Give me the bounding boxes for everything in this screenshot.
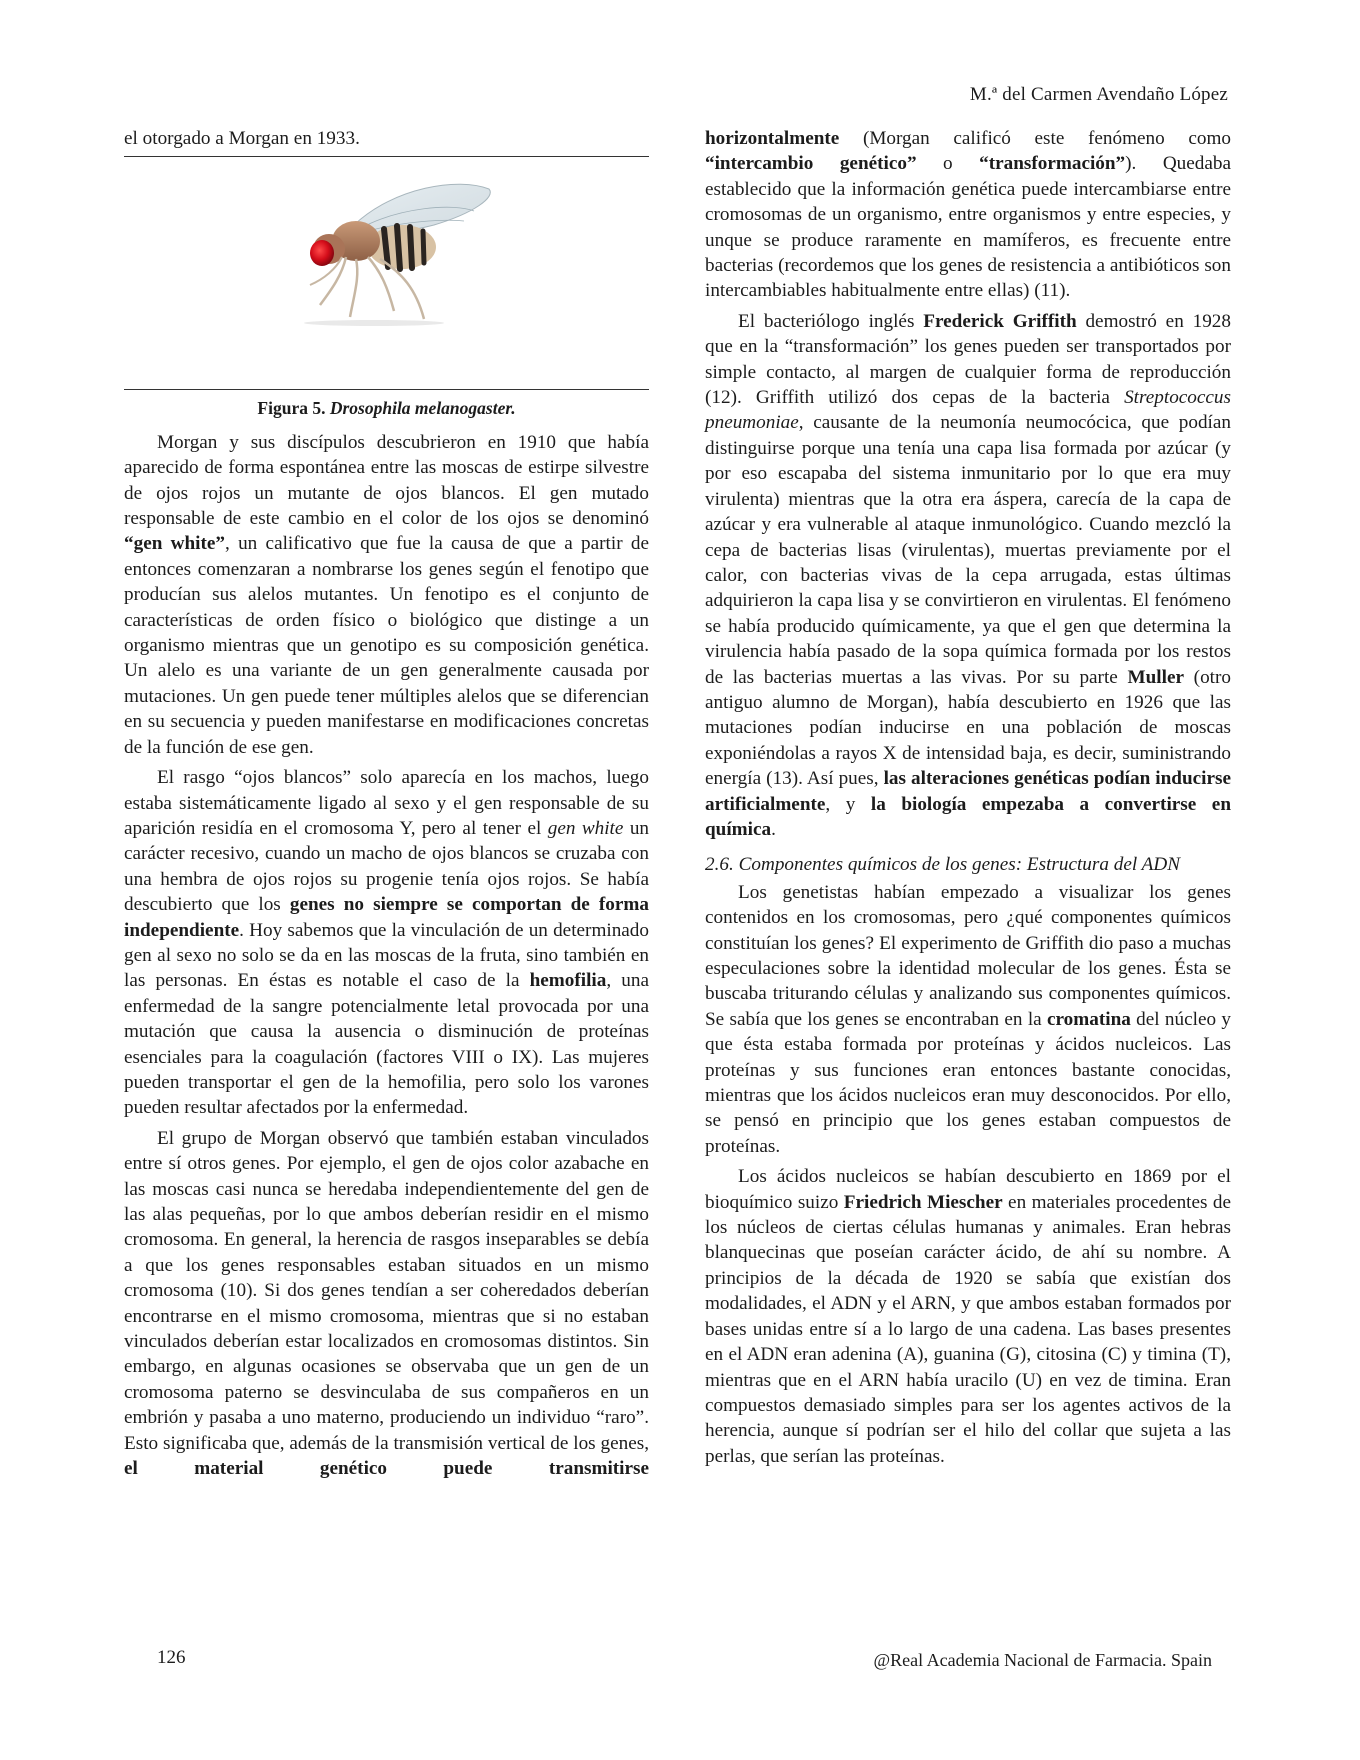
paragraph: Los genetistas habían empezado a visualizar los genes contenidos en los cromosomas, pero ¿qué componentes químicos constituían los genes? El experimento de Griffith dio paso a muchas especulaciones sobre la identidad molecular de los genes. Ésta se buscaba triturando células y analizando sus componentes químicos. Se sabía que los genes se encontraban en la cromatina del núcleo y que ésta estaba formada por proteínas y ácidos nucleicos. Las proteínas y sus funciones eran entonces bastante conocidas, mientras que los ácidos nucleicos eran muy desconocidos. Por ello, se pensó en principio que los genes estaban compuestos de proteínas. (705, 881, 1231, 1157)
paragraph: El grupo de Morgan observó que también estaban vinculados entre sí otros genes. Por ejemplo, el gen de ojos color azabache en las moscas casi nunca se heredaba independientemente del gen de las alas pequeñas, por lo que ambos deberían residir en el mismo cromosoma. En general, la herencia de rasgos inseparables se debía a que los genes responsables estaban situados en un mismo cromosoma (10). Si dos genes tendían a ser coheredados deberían encontrarse en el mismo cromosoma, mientras que si no estaban vinculados deberían estar localizados en cromosomas distintos. Sin embargo, en algunas ocasiones se observaba que un gen de un cromosoma paterno se desvinculaba de sus compañeros en un embrión y pasaba a uno materno, produciendo un individuo “raro”. Esto significaba que, además de la transmisión vertical de los genes, el material genético puede transmitirse (124, 1127, 649, 1480)
right-column (705, 126, 1231, 1474)
intro-line: el otorgado a Morgan en 1933. (124, 128, 360, 149)
figure-name: Drosophila melanogaster. (329, 398, 516, 419)
drosophila-fly-photo (284, 177, 504, 327)
paragraph: Morgan y sus discípulos descubrieron en 1910 que había aparecido de forma espontánea entre las moscas de estirpe silvestre de ojos rojos un mutante de ojos blancos. El gen mutado responsable de este cambio en el color de los ojos se denominó “gen white”, un calificativo que fue la causa de que a partir de entonces comenzaran a nombrarse los genes según el fenotipo que producían sus alelos mutantes. Un fenotipo es el conjunto de características de orden físico o biológico que distinge a un organismo mientras que un genotipo es su composición genética. Un alelo es una variante de un gen generalmente causada por mutaciones. Un gen puede tener múltiples alelos que se diferencian en su secuencia y pueden manifestarse en modificaciones concretas de la función de ese gen. (124, 431, 649, 758)
section-heading: 2.6. Componentes químicos de los genes: Estructura del ADN (705, 854, 1181, 876)
page-number: 126 (157, 1647, 186, 1668)
paragraph: El rasgo “ojos blancos” solo aparecía en los machos, luego estaba sistemáticamente ligado al sexo y el gen responsable de su aparición residía en el cromosoma Y, pero al tener el gen white un carácter recesivo, cuando un macho de ojos blancos se cruzaba con una hembra de ojos rojos su progenie tenía ojos rojos. Se había descubierto que los genes no siempre se comportan de forma independiente. Hoy sabemos que la vinculación de un determinado gen al sexo no solo se da en las moscas de la fruta, sino también en las personas. En éstas es notable el caso de la hemofilia, una enfermedad de la sangre potencialmente letal provocada por una mutación que causa la ausencia o disminución de proteínas esenciales para la coagulación (factores VIII o IX). Las mujeres pueden transportar el gen de la hemofilia, pero solo los varones pueden resultar afectados por la enfermedad. (124, 767, 650, 1119)
paragraph: horizontalmente (Morgan calificó este fenómeno como “intercambio genético” o “transformación”). Quedaba establecido que la información genética puede intercambiarse entre cromosomas de un organismo, entre organismos y entre especies, y unque se produce raramente en mamíferos, es frecuente entre bacterias (recordemos que los genes de resistencia a antibióticos son intercambiables habitualmente entre ellas) (11). (705, 128, 1232, 302)
page-header-author: M.ª del Carmen Avendaño López (969, 84, 1228, 105)
figure-5 (124, 156, 649, 390)
figure-label: Figura 5. (257, 398, 326, 419)
footer-publisher: @Real Academia Nacional de Farmacia. Spain (873, 1650, 1212, 1670)
figure-caption (124, 396, 649, 421)
left-column (124, 126, 649, 1486)
paragraph: Los ácidos nucleicos se habían descubierto en 1869 por el bioquímico suizo Friedrich Miescher en materiales procedentes de los núcleos de ciertas células humanas y animales. Eran hebras blanquecinas que poseían carácter ácido, de ahí su nombre. A principios de la década de 1920 se sabía que existían dos modalidades, el ADN y el ARN, y que ambos estaban formados por bases unidas entre sí a lo largo de una cadena. Las bases presentes en el ADN eran adenina (A), guanina (G), citosina (C) y timina (T), mientras que en el ARN había uracilo (U) en vez de timina. Eran compuestos demasiado simples para ser los agentes activos de la herencia, aunque sí podrían ser el hilo del collar que sujeta a las perlas, que serían las proteínas. (705, 1166, 1232, 1467)
paragraph: El bacteriólogo inglés Frederick Griffith demostró en 1928 que en la “transformación” los genes pueden ser transportados por simple contacto, al margen de cualquier forma de reproducción (12). Griffith utilizó dos cepas de la bacteria Streptococcus pneumoniae, causante de la neumonía neumocócica, que podían distinguirse porque una tenía una capa lisa formada por azúcar (y por eso escapaba del sistema inmunitario por lo que era muy virulenta) mientras que la otra era áspera, carecía de la capa de azúcar y era vulnerable al ataque inmunológico. Cuando mezcló la cepa de bacterias lisas (virulentas), muertas previamente por el calor, con bacterias vivas de la cepa arrugada, estas últimas adquirieron la capa lisa y se convirtieron en virulentas. El fenómeno se había producido químicamente, ya que el gen que determina la virulencia había pasado de la sopa química formada por los restos de las bacterias muertas a las vivas. Por su parte Muller (otro antiguo alumno de Morgan), había descubierto en 1926 que las mutaciones podían inducirse en una población de moscas exponiéndolas a rayos X de intensidad baja, es decir, suministrando energía (13). Así pues, las alteraciones genéticas podían inducirse artificialmente, y la biología empezaba a convertirse en química. (705, 310, 1231, 840)
